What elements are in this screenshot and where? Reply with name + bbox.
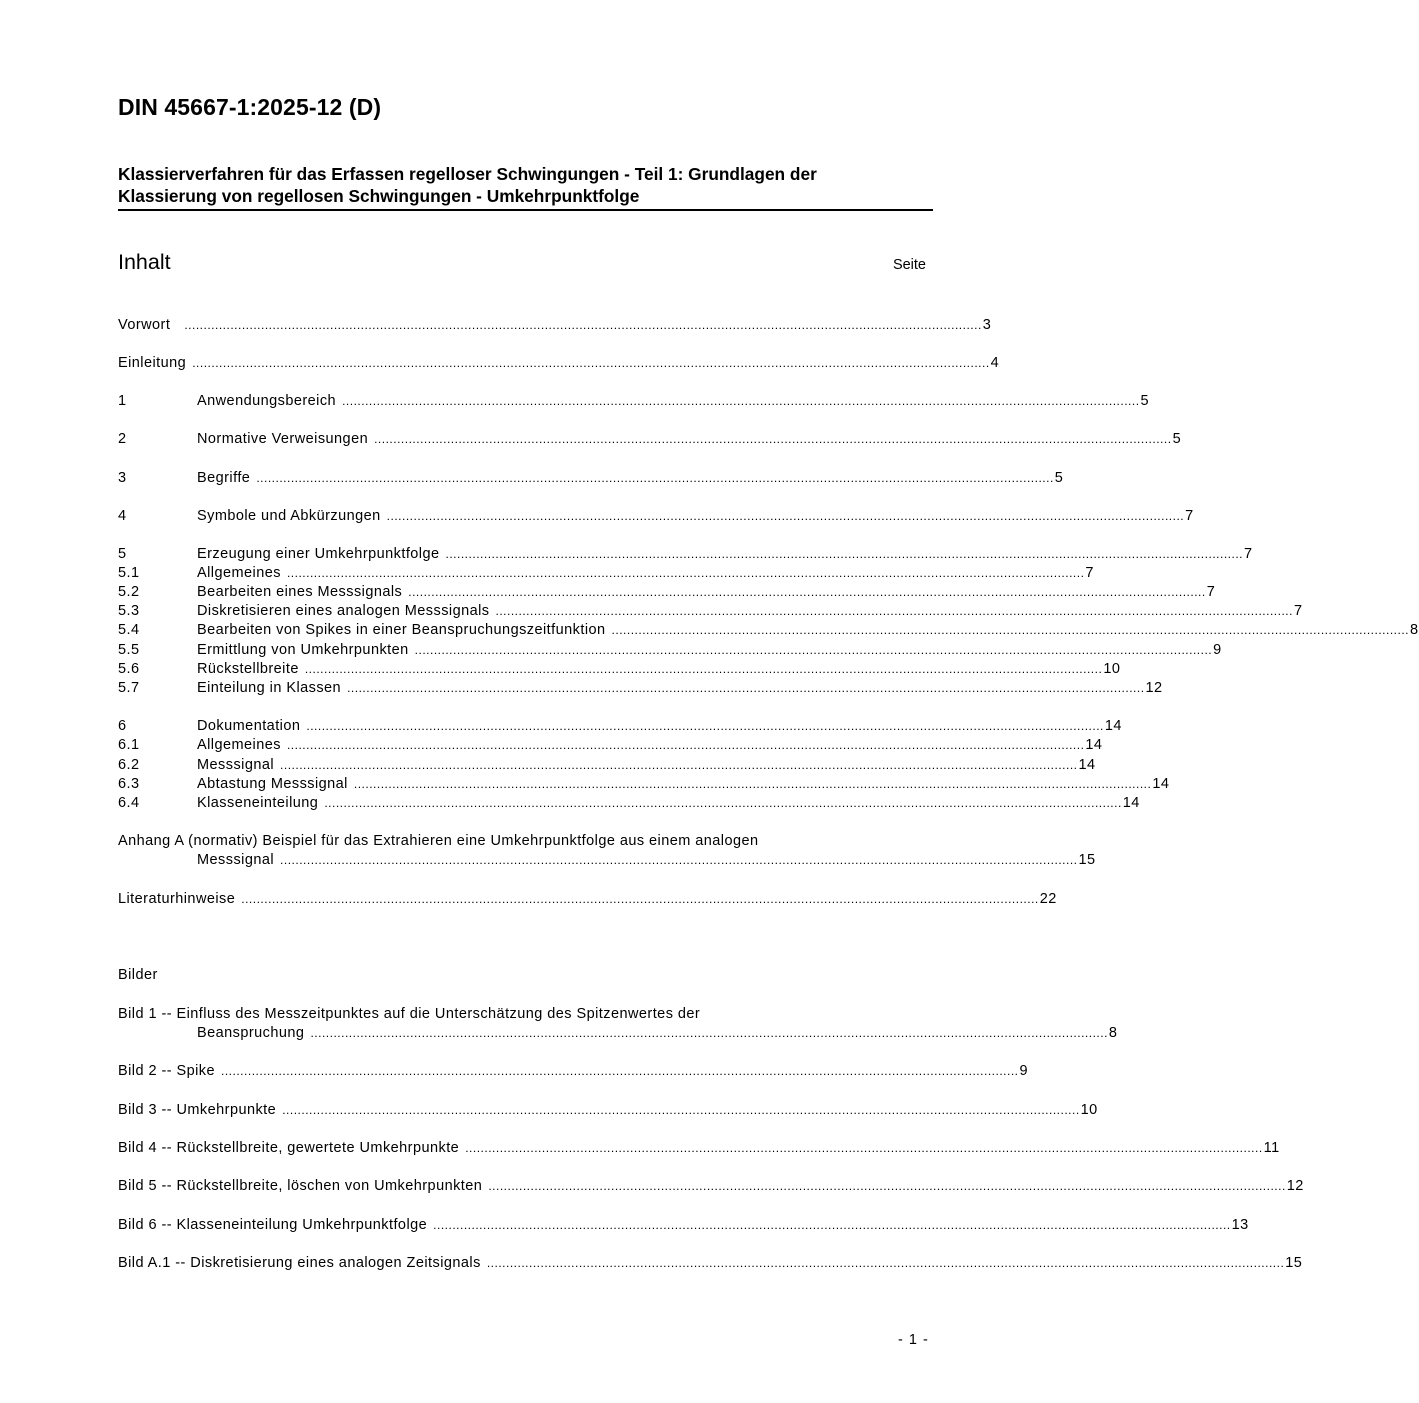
toc-entry-number: 6.4 [118,795,140,811]
toc-leader-dots: ................................................................................................................................................................................................................ [353,777,1152,791]
toc-entry-page: 14 [1122,795,1140,811]
toc-entry[interactable] [118,564,1094,583]
toc-entry-title: Rückstellbreite [197,661,299,677]
toc-entry-page: 5 [1054,470,1064,486]
figure-entry-page: 15 [1285,1255,1303,1271]
toc-leader-dots: ................................................................................................................................................................................................................ [184,318,982,332]
toc-entry-number: 6.3 [118,776,140,792]
toc-entry-page: 10 [1103,661,1121,677]
toc-entry-title: Literaturhinweise [118,891,236,907]
toc-heading: Inhalt [118,250,171,274]
toc-entry-title: Normative Verweisungen [197,431,369,447]
toc-leader-dots: ................................................................................................................................................................................................................ [306,719,1104,733]
toc-entry-number: 5.2 [118,584,140,600]
toc-entry-page: 12 [1145,680,1163,696]
toc-entry-page: 3 [982,317,992,333]
toc-entry-number: 5 [118,546,127,562]
figure-entry-page: 9 [1019,1063,1028,1079]
toc-entry-title: Anwendungsbereich [197,393,337,409]
document-title-line: Klassierung von regellosen Schwingungen - Umkehrpunktfolge [118,186,640,206]
toc-leader-dots: ................................................................................................................................................................................................................ [304,662,1103,676]
toc-leader-dots: ................................................................................................................................................................................................................ [280,758,1078,772]
toc-entry-title: Symbole und Abkürzungen [197,508,381,524]
toc-leader-dots: ................................................................................................................................................................................................................ [486,1256,1285,1270]
figure-entry-page: 8 [1108,1025,1118,1041]
toc-entry-title: Einteilung in Klassen [197,680,342,696]
toc-entry-number: 5.6 [118,661,140,677]
toc-entry-number: 2 [118,431,127,447]
figure-entry-title: Bild 5 -- Rückstellbreite, löschen von Umkehrpunkten [118,1178,483,1194]
toc-entry-title: Allgemeines [197,565,281,581]
toc-entry-title: Bearbeiten von Spikes in einer Beanspruchungszeitfunktion [197,622,606,638]
figure-entry-title: Bild 2 -- Spike [118,1063,216,1079]
toc-entry[interactable] [118,430,1182,449]
document-title-line: Klassierverfahren für das Erfassen regelloser Schwingungen - Teil 1: Grundlagen der [118,164,817,184]
toc-entry-page: 14 [1078,757,1096,773]
toc-leader-dots: ................................................................................................................................................................................................................ [374,432,1172,446]
toc-entry[interactable] [118,583,1216,602]
document-title [118,163,933,211]
toc-entry-page: 7 [1206,584,1216,600]
toc-entry-title: Klasseneinteilung [197,795,319,811]
toc-leader-dots: ................................................................................................................................................................................................................ [386,509,1185,523]
toc-entry-number: 1 [118,393,127,409]
toc-entry[interactable] [118,679,1163,698]
toc-entry-page: 7 [1085,565,1094,581]
toc-leader-dots: ................................................................................................................................................................................................................ [256,471,1054,485]
figure-entry-page: 13 [1231,1217,1249,1233]
toc-entry-page: 14 [1152,776,1170,792]
figure-entry-page: 10 [1080,1102,1098,1118]
toc-entry-page: 5 [1140,393,1150,409]
toc-leader-dots: ................................................................................................................................................................................................................ [488,1179,1286,1193]
page-number: - 1 - [898,1332,929,1348]
toc-entry[interactable] [118,392,1150,411]
toc-entry-title: Ermittlung von Umkehrpunkten [197,642,409,658]
toc-entry-bibliography[interactable] [118,890,1057,909]
toc-leader-dots: ................................................................................................................................................................................................................ [280,853,1078,867]
toc-leader-dots: ................................................................................................................................................................................................................ [408,585,1206,599]
toc-entry[interactable] [118,641,1222,660]
toc-leader-dots: ................................................................................................................................................................................................................ [241,892,1039,906]
figure-entry[interactable] [118,1216,1249,1235]
toc-annex-entry[interactable] [118,832,1096,870]
toc-annex-title: Anhang A (normativ) Beispiel für das Extrahieren eine Umkehrpunktfolge aus einem analogen [118,833,759,849]
toc-entry-page: 14 [1085,737,1103,753]
toc-entry-number: 5.4 [118,622,140,638]
toc-entry-number: 4 [118,508,127,524]
toc-entry-number: 5.7 [118,680,140,696]
toc-leader-dots: ................................................................................................................................................................................................................ [221,1064,1019,1078]
toc-entry-page: 4 [990,355,1000,371]
toc-entry[interactable] [118,660,1121,679]
figure-entry-title: Bild 1 -- Einfluss des Messzeitpunktes auf die Unterschätzung des Spitzenwertes der [118,1006,701,1022]
toc-entry-page: 7 [1293,603,1303,619]
toc-entry-number: 3 [118,470,127,486]
figure-entry-title: Bild 4 -- Rückstellbreite, gewertete Umkehrpunkte [118,1140,460,1156]
toc-leader-dots: ................................................................................................................................................................................................................ [465,1141,1263,1155]
toc-leader-dots: ................................................................................................................................................................................................................ [611,623,1410,637]
toc-entry[interactable] [118,794,1140,813]
toc-entry-title: Allgemeines [197,737,281,753]
toc-leader-dots: ................................................................................................................................................................................................................ [192,356,990,370]
toc-leader-dots: ................................................................................................................................................................................................................ [282,1103,1080,1117]
toc-entry[interactable] [118,602,1303,621]
toc-entry-title: Dokumentation [197,718,301,734]
toc-entry-title: Diskretisieren eines analogen Messsignals [197,603,490,619]
figure-entry[interactable] [118,1177,1304,1196]
figure-entry-page: 12 [1286,1178,1304,1194]
toc-entry[interactable] [118,775,1170,794]
toc-entry[interactable] [118,507,1194,526]
toc-entry-page: 15 [1078,852,1096,868]
figure-entry-title: Bild 3 -- Umkehrpunkte [118,1102,277,1118]
toc-leader-dots: ................................................................................................................................................................................................................ [445,547,1243,561]
figure-entry-title-cont: Beanspruchung [197,1025,305,1041]
toc-entry-title: Messsignal [197,757,275,773]
toc-leader-dots: ................................................................................................................................................................................................................ [414,643,1213,657]
toc-entry-number: 6.2 [118,757,140,773]
toc-leader-dots: ................................................................................................................................................................................................................ [433,1218,1231,1232]
toc-entry-number: 5.3 [118,603,140,619]
figure-entry[interactable] [118,1254,1303,1273]
toc-annex-title-cont: Messsignal [197,852,275,868]
toc-entry-title: Erzeugung einer Umkehrpunktfolge [197,546,440,562]
toc-entry-number: 5.1 [118,565,140,581]
toc-entry[interactable] [118,621,1419,640]
toc-entry[interactable] [118,316,992,335]
toc-entry[interactable] [118,545,1253,564]
toc-entry-page: 5 [1172,431,1182,447]
toc-entry-title: Begriffe [197,470,251,486]
figure-entry[interactable] [118,1062,1028,1081]
toc-entry-page: 14 [1104,718,1122,734]
figure-entry[interactable] [118,1139,1280,1158]
figure-entry-page: 11 [1263,1140,1280,1156]
toc-entry-title: Vorwort [118,317,171,333]
toc-entry-number: 5.5 [118,642,140,658]
toc-entry-page: 7 [1185,508,1194,524]
toc-leader-dots: ................................................................................................................................................................................................................ [324,796,1122,810]
toc-leader-dots: ................................................................................................................................................................................................................ [286,566,1085,580]
toc-entry[interactable] [118,717,1122,736]
document-id: DIN 45667-1:2025-12 (D) [118,94,382,120]
toc-entry[interactable] [118,736,1103,755]
toc-entry-title: Abtastung Messsignal [197,776,348,792]
figure-entry-title: Bild 6 -- Klasseneinteilung Umkehrpunktfolge [118,1217,428,1233]
toc-entry-page: 9 [1213,642,1222,658]
figure-entry-title: Bild A.1 -- Diskretisierung eines analogen Zeitsignals [118,1255,481,1271]
figure-entry[interactable] [118,1005,1118,1043]
toc-entry-page: 7 [1243,546,1253,562]
toc-entry-number: 6.1 [118,737,140,753]
toc-entry-page: 8 [1410,622,1419,638]
figures-heading: Bilder [118,967,158,983]
toc-entry-page: 22 [1039,891,1057,907]
toc-entry-title: Bearbeiten eines Messsignals [197,584,403,600]
toc-leader-dots: ................................................................................................................................................................................................................ [310,1026,1108,1040]
toc-header [118,250,926,280]
toc-leader-dots: ................................................................................................................................................................................................................ [347,681,1145,695]
toc-entry-title: Einleitung [118,355,187,371]
toc-entry[interactable] [118,354,1000,373]
toc-entry-number: 6 [118,718,127,734]
toc-leader-dots: ................................................................................................................................................................................................................ [495,604,1293,618]
figure-entry[interactable] [118,1101,1098,1120]
toc-page-label: Seite [892,257,926,273]
toc-leader-dots: ................................................................................................................................................................................................................ [342,394,1140,408]
toc-entry[interactable] [118,756,1096,775]
toc-entry[interactable] [118,469,1064,488]
toc-leader-dots: ................................................................................................................................................................................................................ [286,738,1085,752]
